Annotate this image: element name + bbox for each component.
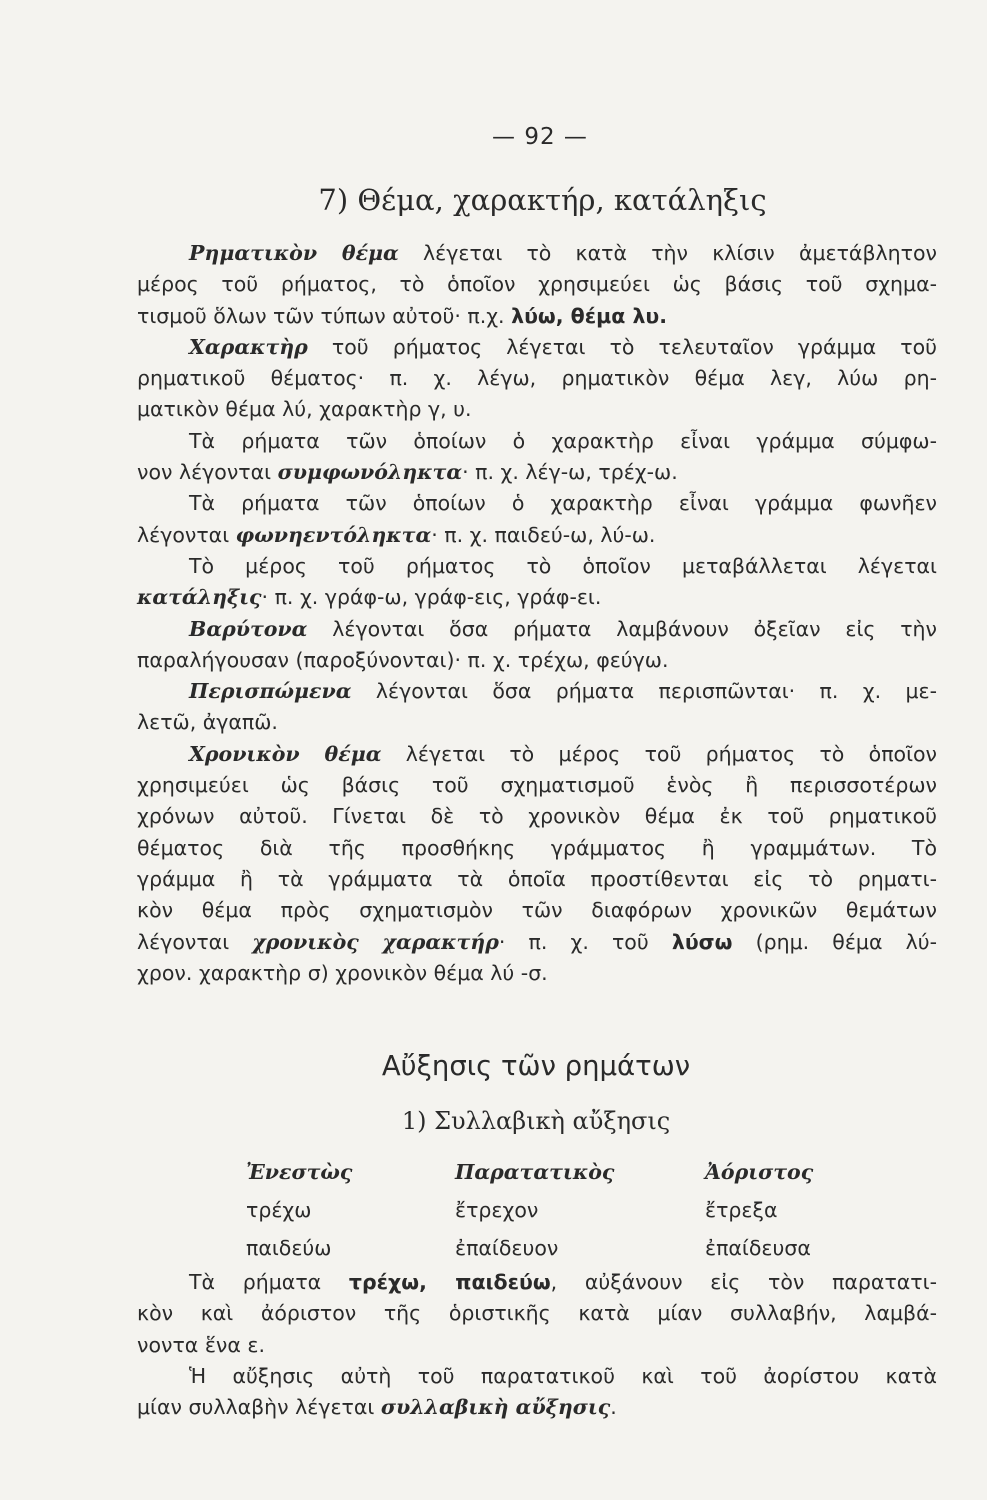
paragraph-line: χρόνων αὐτοῦ. Γίνεται δὲ τὸ χρονικὸν θέμα ἐκ τοῦ ρηματικοῦ xyxy=(137,804,937,829)
term: Ρηματικὸν θέμα xyxy=(189,241,399,265)
text: λέγεται τὸ κατὰ τὴν κλίσιν ἀμετάβλητον xyxy=(398,241,937,265)
table-header: Ἀόριστος xyxy=(705,1160,814,1184)
section-title: 7) Θέμα, χαρακτήρ, κατάληξις xyxy=(318,183,767,217)
paragraph-line xyxy=(137,520,937,551)
text: · π. χ. λέγ-ω, τρέχ-ω. xyxy=(462,460,678,485)
table-cell: ἔτρεξα xyxy=(705,1198,778,1222)
term: Χρονικὸν θέμα xyxy=(189,741,382,766)
text: (ρημ. θέμα λύ- xyxy=(732,929,937,954)
paragraph-line: κὸν θέμα πρὸς σχηματισμὸν τῶν διαφόρων χρονικῶν θεμάτων xyxy=(137,898,937,923)
text-bold: λύω, θέμα λυ. xyxy=(511,303,668,328)
term: Χαρακτὴρ xyxy=(189,334,308,359)
section2-body xyxy=(137,1267,937,1423)
paragraph-line: γράμμα ἢ τὰ γράμματα τὰ ὁποῖα προστίθενται εἰς τὸ ρηματι- xyxy=(137,866,937,891)
conjugation-table xyxy=(0,1160,987,1274)
text: λέγονται ὅσα ρήματα λαμβάνουν ὀξεῖαν εἰς τὴν xyxy=(307,616,937,641)
paragraph-line: Ἡ αὔξησις αὐτὴ τοῦ παρατατικοῦ καὶ τοῦ ἀορίστου κατὰ xyxy=(189,1363,937,1388)
text: Τὰ ρήματα xyxy=(189,1270,349,1294)
paragraph-line: θέματος διὰ τῆς προσθήκης γράμματος ἢ γραμμάτων. Τὸ xyxy=(137,835,937,860)
paragraph-line: Τὸ μέρος τοῦ ρήματος τὸ ὁποῖον μεταβάλλεται λέγεται xyxy=(189,553,937,578)
paragraph-line xyxy=(137,1392,937,1423)
paragraph-line: χρον. χαρακτὴρ σ) χρονικὸν θέμα λύ -σ. xyxy=(137,960,548,985)
text: λέγονται xyxy=(137,522,236,547)
paragraph-line xyxy=(137,614,937,645)
text: · π. χ. παιδεύ-ω, λύ-ω. xyxy=(431,522,656,547)
text-bold: λύσω xyxy=(671,929,733,954)
text: · π. χ. τοῦ xyxy=(498,929,672,954)
paragraph-line xyxy=(137,582,937,613)
paragraph-line xyxy=(137,238,937,269)
text: τισμοῦ ὅλων τῶν τύπων αὐτοῦ· π.χ. xyxy=(137,303,512,328)
table-row xyxy=(0,1198,987,1236)
text: λέγεται τὸ μέρος τοῦ ρήματος τὸ ὁποῖον xyxy=(381,741,937,766)
text: τοῦ ρήματος λέγεται τὸ τελευταῖον γράμμα τοῦ xyxy=(307,334,937,359)
term: κατάληξις xyxy=(137,585,262,610)
text: . xyxy=(610,1395,617,1420)
text: · π. χ. γράφ-ω, γράφ-εις, γράφ-ει. xyxy=(261,585,602,610)
table-header-row xyxy=(0,1160,987,1198)
text: , αὐξάνουν εἰς τὸν παρατατι- xyxy=(550,1270,937,1294)
term: συμφωνόληκτα xyxy=(277,460,463,485)
term: συλλαβικὴ αὔξησις xyxy=(380,1395,611,1420)
paragraph-line: ματικὸν θέμα λύ, χαρακτὴρ γ, υ. xyxy=(137,397,472,422)
term: Περισπώμενα xyxy=(189,679,352,704)
section2-title: Αὔξησις τῶν ρημάτων xyxy=(381,1050,691,1082)
section-body xyxy=(137,238,937,989)
paragraph-line xyxy=(137,927,937,958)
page-number: — 92 — xyxy=(492,124,588,150)
paragraph-line: παραλήγουσαν (παροξύνονται)· π. χ. τρέχω, φεύγω. xyxy=(137,647,669,672)
table-cell: τρέχω xyxy=(246,1198,312,1222)
paragraph-line: χρησιμεύει ὡς βάσις τοῦ σχηματισμοῦ ἑνὸς ἢ περισσοτέρων xyxy=(137,773,937,798)
paragraph-line xyxy=(137,739,937,770)
table-cell: ἐπαίδευον xyxy=(455,1236,559,1260)
paragraph-line: Τὰ ρήματα τῶν ὁποίων ὁ χαρακτὴρ εἶναι γράμμα φωνῆεν xyxy=(189,491,937,516)
paragraph-line xyxy=(137,457,937,488)
term: φωνηεντόληκτα xyxy=(235,522,432,547)
text: λέγονται xyxy=(137,929,253,954)
subsection-title: 1) Συλλαβικὴ αὔξησις xyxy=(401,1107,671,1135)
text: λέγονται ὅσα ρήματα περισπῶνται· π. χ. με- xyxy=(351,679,937,704)
text: μίαν συλλαβὴν λέγεται xyxy=(137,1395,381,1420)
text: νον λέγονται xyxy=(137,460,278,485)
term: χρονικὸς χαρακτήρ xyxy=(252,929,499,954)
paragraph-line: νοντα ἕνα ε. xyxy=(137,1332,265,1357)
paragraph-line xyxy=(137,676,937,707)
paragraph-line: μέρος τοῦ ρήματος, τὸ ὁποῖον χρησιμεύει ὡς βάσις τοῦ σχημα- xyxy=(137,272,937,297)
table-header: Ἐνεστὼς xyxy=(246,1160,353,1184)
paragraph-line xyxy=(137,332,937,363)
table-cell: ἔτρεχον xyxy=(455,1198,539,1222)
table-header: Παρατατικὸς xyxy=(455,1160,615,1184)
term: Βαρύτονα xyxy=(189,616,308,641)
table-cell: ἐπαίδευσα xyxy=(705,1236,811,1260)
paragraph-line: κὸν καὶ ἀόριστον τῆς ὁριστικῆς κατὰ μίαν συλλαβήν, λαμβά- xyxy=(137,1301,937,1326)
paragraph-line: Τὰ ρήματα τῶν ὁποίων ὁ χαρακτὴρ εἶναι γράμμα σύμφω- xyxy=(189,428,937,453)
paragraph-line: ρηματικοῦ θέματος· π. χ. λέγω, ρηματικὸν θέμα λεγ, λύω ρη- xyxy=(137,366,937,391)
table-cell: παιδεύω xyxy=(246,1236,332,1260)
paragraph-line xyxy=(137,301,937,332)
paragraph-line xyxy=(137,1267,937,1298)
paragraph-line: λετῶ, ἀγαπῶ. xyxy=(137,710,278,735)
text-bold: τρέχω, παιδεύω xyxy=(348,1270,551,1294)
